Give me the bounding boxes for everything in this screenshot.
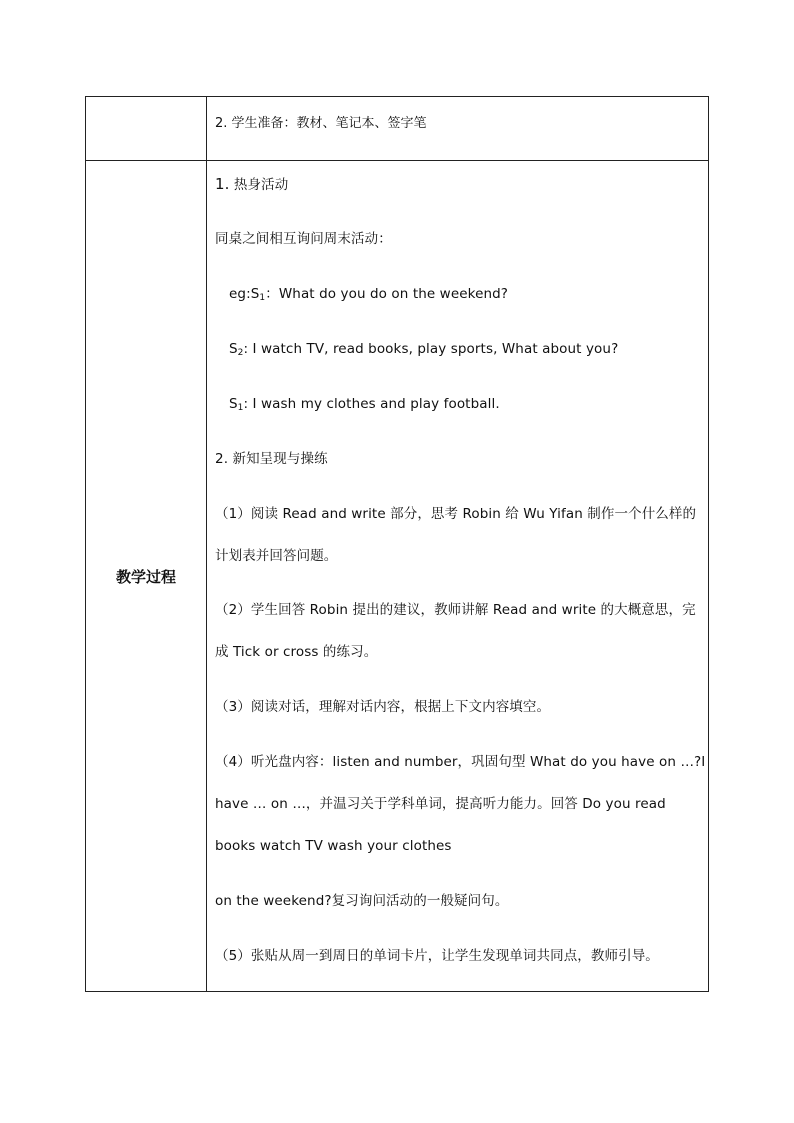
step-4-line-1: （4）听光盘内容：listen and number，巩固句型 What do you have on …?I [215, 754, 706, 770]
step-5: （5）张贴从周一到周日的单词卡片，让学生发现单词共同点，教师引导。 [215, 948, 659, 964]
section-heading-new-knowledge: 2. 新知呈现与操练 [215, 451, 328, 467]
dialogue-text: ：What do you do on the weekend? [265, 286, 509, 302]
student-preparation-text: 2. 学生准备：教材、笔记本、签字笔 [215, 116, 427, 131]
teaching-process-content [215, 174, 706, 966]
step-2-line-2: 成 Tick or cross 的练习。 [215, 644, 378, 660]
teaching-process-label: 教学过程 [86, 161, 207, 992]
dialogue-line [215, 284, 702, 304]
content-cell [207, 161, 709, 992]
label-cell-empty [86, 97, 207, 161]
speaker-subscript: 1 [237, 403, 244, 413]
step-4-line-3: books watch TV wash your clothes [215, 838, 452, 854]
lesson-plan-table [85, 96, 709, 992]
table-row [86, 161, 709, 992]
step-1-line-1: （1）阅读 Read and write 部分，思考 Robin 给 Wu Yifan 制作一个什么样的 [215, 506, 697, 522]
step-4-line-4: on the weekend?复习询问活动的一般疑问句。 [215, 893, 509, 909]
speaker-prefix: S [229, 341, 238, 357]
section-title: 热身活动 [233, 177, 289, 193]
speaker-subscript: 2 [237, 348, 244, 358]
speaker-prefix: eg:S [229, 286, 260, 302]
content-cell [207, 97, 709, 161]
speaker-subscript: 1 [259, 293, 266, 303]
section-heading-warmup [215, 174, 702, 195]
step-1-line-2: 计划表并回答问题。 [215, 548, 338, 564]
dialogue-text: : I wash my clothes and play football. [243, 396, 500, 412]
speaker-prefix: S [229, 396, 238, 412]
step-4-line-2: have … on …，并温习关于学科单词，提高听力能力。回答 Do you read [215, 796, 666, 812]
table-row [86, 97, 709, 161]
step-2-line-1: （2）学生回答 Robin 提出的建议，教师讲解 Read and write 的大概意思，完 [215, 602, 696, 618]
section-number: 1. [215, 175, 230, 193]
step-3: （3）阅读对话，理解对话内容，根据上下文内容填空。 [215, 699, 551, 715]
warmup-intro: 同桌之间相互询问周末活动： [215, 231, 392, 247]
dialogue-line [215, 394, 702, 414]
dialogue-line [215, 339, 702, 359]
dialogue-text: : I watch TV, read books, play sports, What about you? [243, 341, 619, 357]
